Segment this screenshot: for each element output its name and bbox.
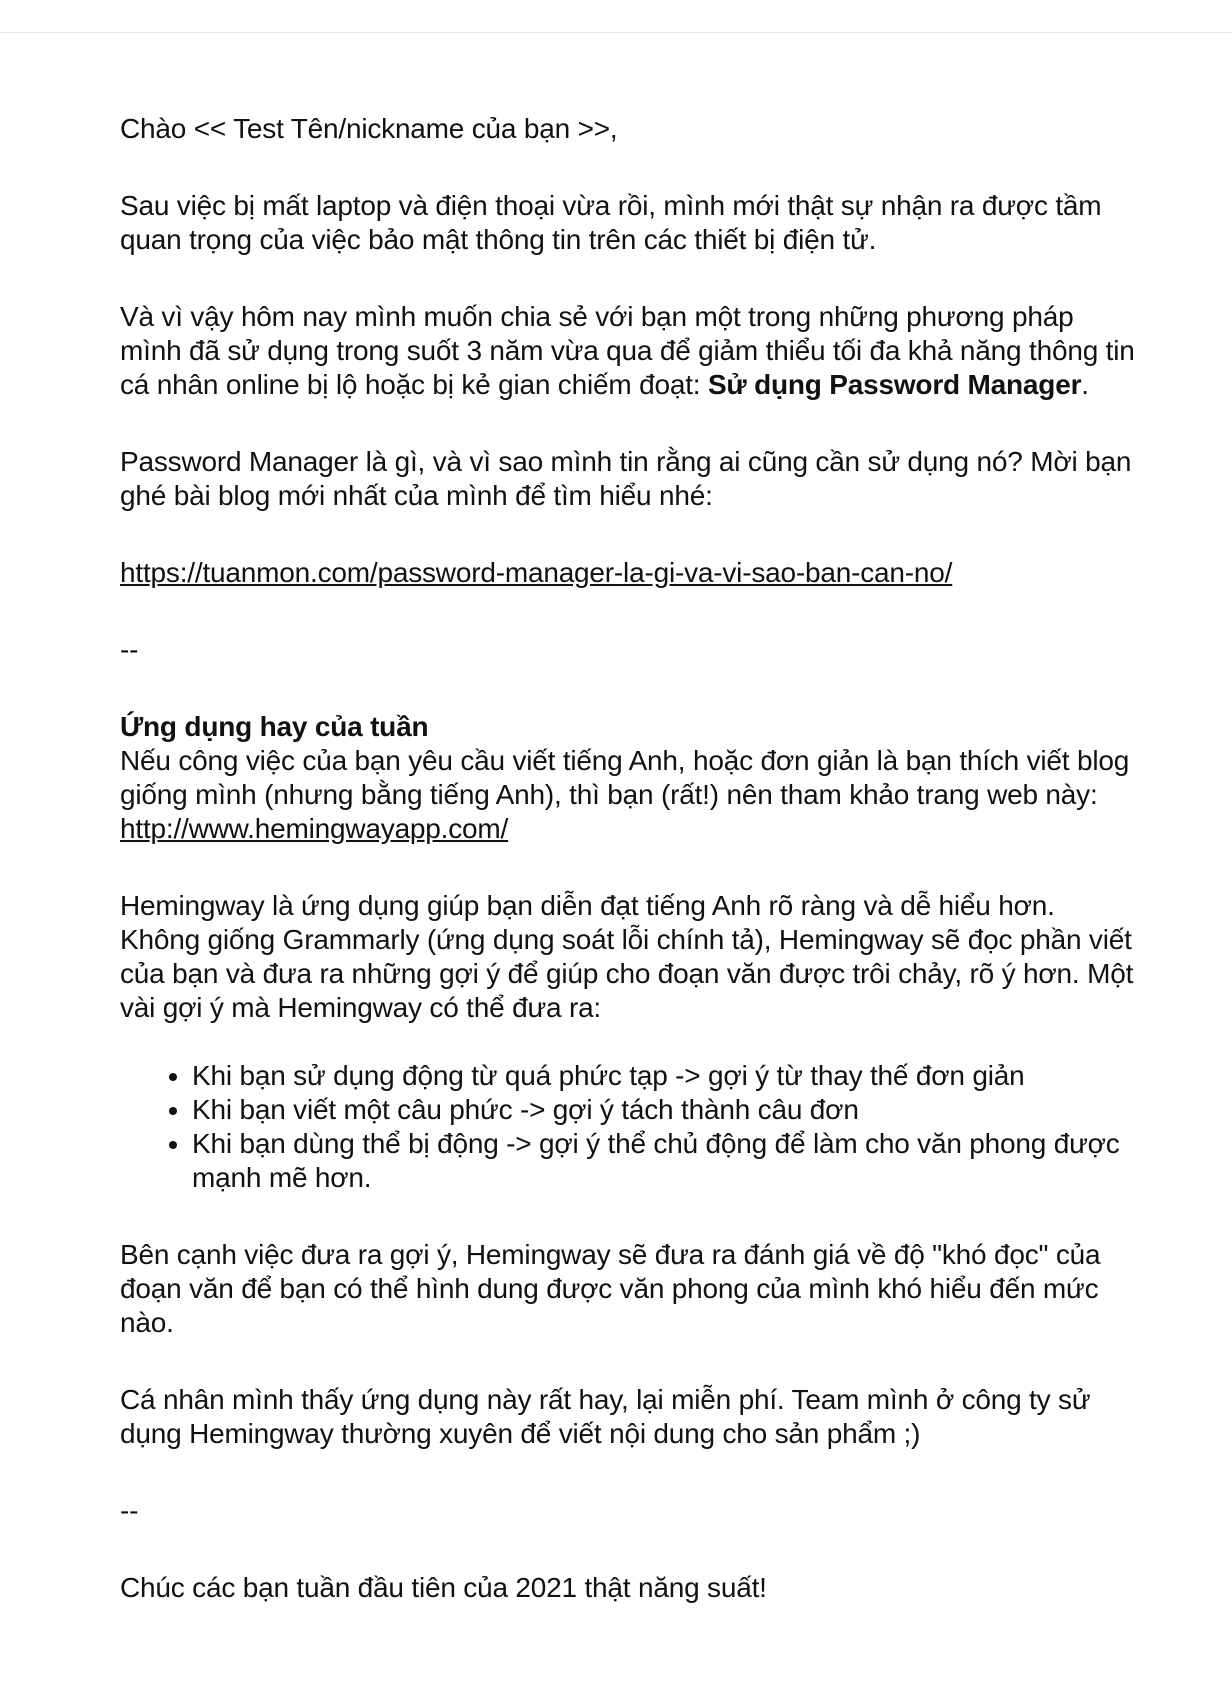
greeting: Chào << Test Tên/nickname của bạn >>, bbox=[120, 113, 618, 144]
separator: -- bbox=[120, 634, 139, 665]
email-body bbox=[120, 112, 1140, 1648]
hemingway-link[interactable]: http://www.hemingwayapp.com/ bbox=[120, 813, 509, 844]
share-text: Và vì vậy hôm nay mình muốn chia sẻ với bạn một trong những phương pháp mình đã sử dụng trong suốt 3 năm vừa qua để giảm thiểu tối đa khả năng thông tin cá nhân online bị lộ hoặc bị kẻ gian chiếm đoạt: bbox=[120, 301, 1135, 400]
list-item: • Khi bạn dùng thể bị động -> gợi ý thể chủ động để làm cho văn phong được mạnh mẽ hơn. bbox=[192, 1127, 1140, 1195]
list-item: • Khi bạn sử dụng động từ quá phức tạp -> gợi ý từ thay thế đơn giản bbox=[192, 1059, 1140, 1093]
intro-paragraph: Sau việc bị mất laptop và điện thoại vừa rồi, mình mới thật sự nhận ra được tầm quan trọng của việc bảo mật thông tin trên các thiết bị điện tử. bbox=[120, 190, 1102, 255]
readability-paragraph: Bên cạnh việc đưa ra gợi ý, Hemingway sẽ đưa ra đánh giá về độ "khó đọc" của đoạn văn để bạn có thể hình dung được văn phong của mình khó hiểu đến mức nào. bbox=[120, 1239, 1101, 1338]
opinion-paragraph: Cá nhân mình thấy ứng dụng này rất hay, lại miễn phí. Team mình ở công ty sử dụng Hemingway thường xuyên để viết nội dung cho sản phẩm ;) bbox=[120, 1384, 1091, 1449]
app-intro-text: Nếu công việc của bạn yêu cầu viết tiếng Anh, hoặc đơn giản là bạn thích viết blog giống mình (nhưng bằng tiếng Anh), thì bạn (rất!) nên tham khảo trang web này: bbox=[120, 745, 1130, 810]
separator: -- bbox=[120, 1495, 139, 1526]
password-manager-highlight: Sử dụng Password Manager bbox=[707, 369, 1082, 400]
closing-wish: Chúc các bạn tuần đầu tiên của 2021 thật năng suất! bbox=[120, 1572, 767, 1603]
app-section-heading: Ứng dụng hay của tuần bbox=[120, 711, 429, 742]
app-description: Hemingway là ứng dụng giúp bạn diễn đạt tiếng Anh rõ ràng và dễ hiểu hơn. Không giống Grammarly (ứng dụng soát lỗi chính tả), Hemingway sẽ đọc phần viết của bạn và đưa ra những gợi ý để giúp cho đoạn văn được trôi chảy, rõ ý hơn. Một vài gợi ý mà Hemingway có thể đưa ra: bbox=[120, 890, 1134, 1023]
header-divider bbox=[0, 32, 1232, 33]
question-paragraph: Password Manager là gì, và vì sao mình tin rằng ai cũng cần sử dụng nó? Mời bạn ghé bài blog mới nhất của mình để tìm hiểu nhé: bbox=[120, 446, 1132, 511]
blog-link-paragraph bbox=[120, 556, 1140, 590]
share-paragraph bbox=[120, 300, 1140, 402]
blog-link[interactable]: https://tuanmon.com/password-manager-la-gi-va-vi-sao-ban-can-no/ bbox=[120, 557, 953, 588]
app-section bbox=[120, 710, 1140, 846]
tips-list bbox=[120, 1059, 1140, 1195]
list-item: • Khi bạn viết một câu phức -> gợi ý tách thành câu đơn bbox=[192, 1093, 1140, 1127]
share-end: . bbox=[1081, 369, 1089, 400]
